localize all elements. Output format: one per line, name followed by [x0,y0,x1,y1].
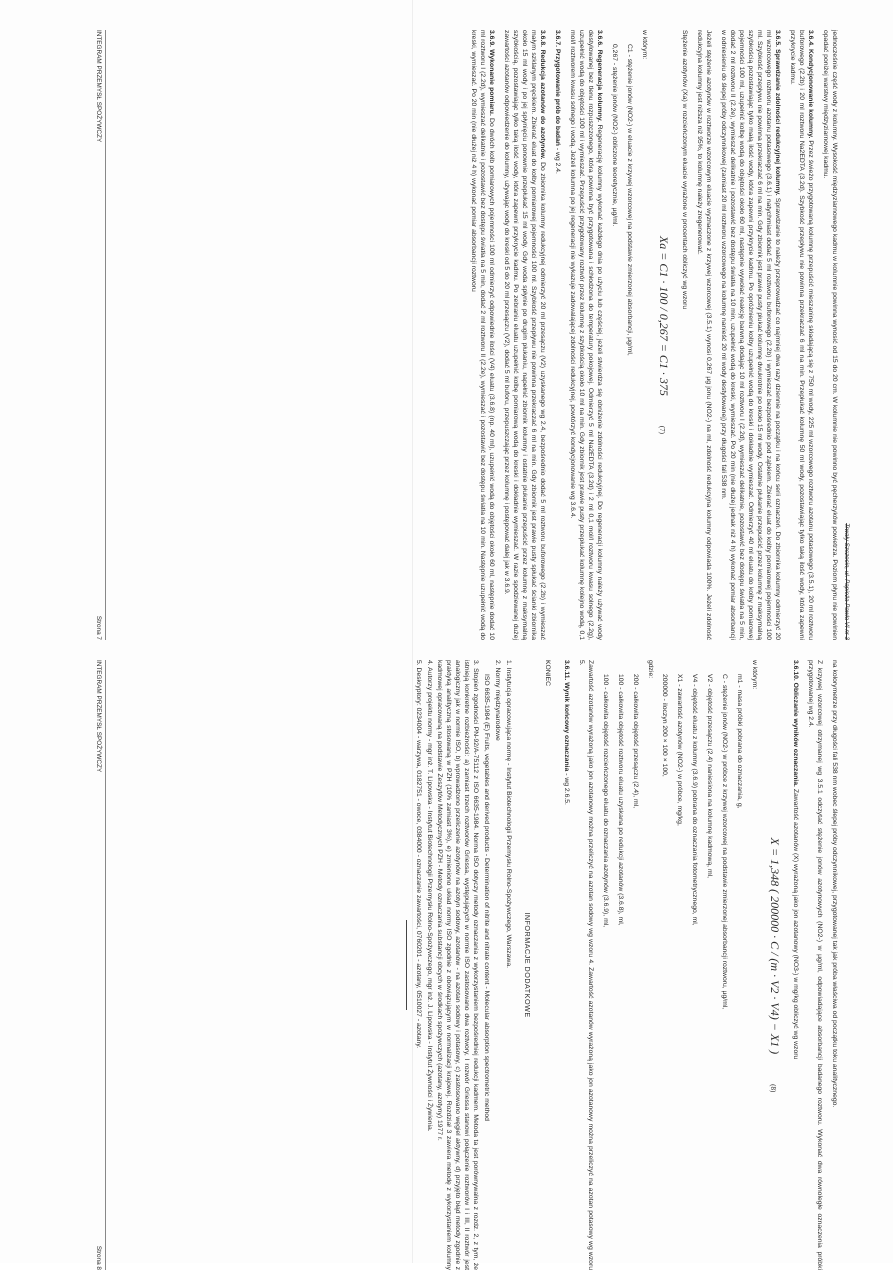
section-text: Sprawdzanie to należy przeprowadzać co najmniej dwa razy dziennie na początku i na końcu serii oznaczeń. Do zbiornika kolumny odmierzyć 20 ml wzorcowego roztworu azotanu potasowego (3.6.1) i natychmiast dodać 5 ml roztworu buforowego (2.2b) i wymieszać bezpośrednio pod ząbkiem. Zbierać eluat do kolby pomiarowej pojemności 100 ml. Szybkość przepływu nie powinna przekraczać 6 ml na min. Gdy zbiornik jest prawie pusty płukać kolumnę dwukrotnie po około 15 ml wody. Ostatnie płukanie przepuścić przez kolumnę z maksymalną szybkością pozostawiając tylko małą ilość wody, która zapewni przykrycie kadmu. Po opróżnieniu kolby uzupełnić wodą do kreski i dokładnie wymieszać. Odmierzyć 40 ml eluatu do kolby pomiarowej pojemności 100 ml, uzupełnić kolbę wodą do objętości około 60 ml, następnie wywołać reakcję barwną dodając 10 ml roztworu I (2.2d), wymieszać delikatnie, pozostawić bez dostępu światła na 5 min, dodać 2 ml roztworu II (2.2e), wymieszać delikatnie i pozostawić bez dostępu światła na 10 min, uzupełnić wodą do kreski, wymieszać. Po 20 min (nie dłużej jednak niż 4 h) wykonać pomiar absorbancji w odniesieniu do ślepej próby odczynnikowej (zamiast 20 ml roztworu wzorcowego na kolumnę nanieść 20 ml wody destylowanej) przy długości fali 538 nm. [720,30,782,641]
section-text: Do dwóch kolb pomiarowych pojemności 100 ml odmierzyć odpowiednie ilości (V4) eluatu (3.6.8) (np. 40 ml), uzupełnić wodą do objętości około 60 ml, następnie dodać 10 ml roztworu I (2.2d), wymieszać delikatnie i pozostawić bez dostępu światła na 5 min, dodać 2 ml roztworu II (2.2e), wymieszać i pozostawić bez dostępu światła na 10 min. Następnie uzupełnić wodą do kreski, wymieszać. Po 20 min (nie dłużej niż 4 h) wykonać pomiar absorbancji roztworu [470,30,496,640]
section-heading: 3.6.7. Przygotowanie prób do badań [553,30,561,146]
section-3-6-4 [787,30,814,640]
page-number: Strona 7 [95,615,103,640]
where-item: 0,267 - stężenie jonów (NO2-) obliczone teoretycznie, µg/ml. [610,44,618,227]
divider [406,920,407,1010]
section-heading: 3.6.8. Redukcja azotanów do azotynów. [538,30,546,160]
section-heading: 3.6.5. Sprawdzanie zdolności redukcyjnej kolumny. [774,30,782,196]
where-item: V4 - objętość eluatu z kolumny (3.6.9) pobrana do oznaczania fotometrycznego, ml, [691,674,699,926]
section-3-6-7 [552,30,561,640]
paragraph: Stężenie azotynów (Xa) w rozcieńczonym eluacie wyrażone w procentach obliczyć wg wzoru [681,30,689,310]
where-item: X1 - zawartość azotynów (NO2-) w próbce, mg/kg, [676,674,684,826]
footer-company: INTEGRAM PRZEMYSŁ SPOŻYWCZY [95,30,103,143]
paragraph: Jeżeli stężenie azotynów w roztworze wzorcowym eluacie wyznaczone z krzywej wzorcowej (3.5.1) wynosi 0,267 µg jonu (NO2-) na ml, zdolność redukcyjna kolumny odpowiada 100%. Jeżeli zdolność redukcyjna kolumny jest niższa niż 95%, to kolumnę należy zregenerować. [696,30,713,640]
formula-number: (8) [769,1084,778,1093]
section-text: - wg 2.6.5. [562,773,570,805]
where-item: m1 - masa próbki pobrana do oznaczania, g, [736,674,744,809]
reference-item: 5. Deskryptory: 0234004 - warzywa, 0182751 - owoce, 0384000 - oznaczanie zawartości, 0760201 - azotany, 0510027 - azotany. [414,660,422,1049]
where-item: C1 - stężenie jonów (NO2-) w eluacie z krzywej wzorcowej na podstawie zmierzonej absorbancji, µg/ml, [625,44,633,356]
gdzie-item: 100 - całkowita objętość rozcieńczonego eluatu do oznaczania azotynów (3.6.9), ml, [601,674,609,928]
paragraph: Z krzywej wzorcowej otrzymanej wg 3.5.1 odczytać stężenie jonów azotynowych (NO2-) w µg/ml, odpowiadające absorbancji badanego roztworu. Wykonać dwa równoległe oznaczenia próbki przygotowanej wg 2.4. [807,660,824,1270]
end-marker: KONIEC [543,660,551,687]
page-footer [94,30,106,640]
paragraph: jednocześnie część wody z kolumny. Wysokość międzyziarnowego kadmu w kolumnie powinna wynosić od 15 do 20 cm. W kolumnie nie powinno być pęcherzyków powietrza. Poziom płynu nie powinien opadać poniżej warstwy międzyziarnowej kadmu. [822,30,838,640]
formula-number: (7) [658,425,667,435]
page-number: Strona 8 [95,1245,103,1270]
section-text: Przez świeżo przygotowaną kolumnę przepuścić mieszaninę składającą się z 750 ml wody, 225 ml wzorcowego roztworu azotanu potasowego (3.5.1), 20 ml roztworu buforowego (2.2b) i 20 ml roztworu Na2EDTA (3.2d). Szybkość przepływu nie powinna przekraczać 6 ml na min. Przepłukać kolumnę 50 ml wody, pozostawiając tylko taką ilość wody, która zapewni przykrycie kadmu. [789,30,815,641]
section-3-6-11 [561,660,570,1270]
reference-item: 2. Normy międzynarodowe [494,660,502,741]
section-text: Zawartość azotanów (X) wyrażoną jako jon azotanowy (NO3-) w mg/kg obliczyć wg wzoru [792,788,800,1060]
where-item: 200000 - iloczyn 200 × 100 × 100, [661,674,669,777]
gdzie-item: 200 - całkowita objętość przesączu (2.4), ml, [631,674,639,809]
section-heading: 3.6.6. Regeneracja kolumny. [595,30,603,122]
reference-item: 3. Stopień zgodności PN-92/A-75112 z ISO 6635-1984. Norma ISO dotyczy metody oznaczania z wykorzystaniem bezpośredniej redukcji kadmem. Metoda ta jest porównywalna z rozdz. 2, z tym, że istnieją konkretne rozbieżności: a) zamiast trzech roztworów Griessa, występujących w normie ISO zastosowano dwa roztwory, I rozwór Griessa stanowi połączenie roztworów I i III, II roztwór jest analogiczny jak w normie ISO, b) wprowadzono przeliczenie azotynów na azotyn sodowy, azotanów - na azotan sodowy i potasowy, c) zastosowano węgiel aktywny, d) przyjęto błąd metody zgodnie z praktyką analityczną stosowaną w PZH (10% zamiast 3%), e) zmieniono układ normy ISO zgodnie z obowiązującym w normalizacji krajowej. Rozdział 3 zawiera metodę z wykorzystaniem kolumny kadmowej opracowaną na podstawie Zeszytów Metodycznych PZH - Metody oznaczania substancji obcych w środkach spożywczych (azotany, azotyny) 1977 r. [436,660,480,1270]
page-8 [88,660,848,1270]
section-text: Regenerację kolumny wykonać każdego dnia po użyciu lub częściej, jeżeli stwierdza się obniżenie zdolności redukcyjnej. Do regeneracji kolumny należy używać wody destylowanej bez tlenu rozpuszczonego, która powinna być przygotowana i schłodzona do temperatury pokojowej. Odmierzyć 5 ml Na2EDTA (3.2d) i 2 ml 0,1 mol/l roztworu kwasu solnego (2.2g), uzupełnić wodą do objętości 100 ml i wymieszać. Przepuścić przygotowany roztwór przez kolumnę z szybkością około 10 ml na min. Gdy zbiornik jest prawie pusty przepłukać kolumnę kolejno wodą, 0,1 mol/l roztworem kwasu solnego i wodą. Jeżeli kolumna po jej regeneracji nie wykazuje zadowalającej zdolności redukcyjnej, powtórzyć kondycjonowanie wg 3.6.4. [568,30,603,640]
section-3-6-6 [567,30,603,640]
section-heading: 3.6.11. Wynik końcowy oznaczania [562,660,570,772]
header-stamp: Trwały Szczecin, ul. Papieża Pawła VI nr 3 [843,523,850,640]
formula-text: X = 1,348 ( 200000 · C / (m · V2 · V4) − X1 ) [768,837,783,1055]
section-heading: 3.6.4. Kondycjonowanie kolumny. [807,30,815,139]
formula-text: Xa = C1 · 100 / 0,267 = C1 · 375 [657,235,672,396]
where-item: V2 - objętość przesączu (2.4) naniesiona na kolumnę kadmową, ml, [706,674,714,879]
footer-company: INTEGRAM PRZEMYSŁ SPOŻYWCZY [95,660,103,773]
references [413,660,513,1270]
section-3-6-10 [790,660,799,1270]
reference-item: 1. Instytucja opracowująca normę - Instytut Biotechnologii Przemysłu Rolno-Spożywczego, Warszawa. [505,660,513,969]
reference-item: 4. Autorzy projektu normy - mgr inż. T. Lipowska - Instytut Biotechnologii Przemysłu Rolno-Spożywczego, mgr inż. J. Lipowska - Instytut Żywności i Żywienia. [425,660,433,1132]
paragraph: na kolorymetrze przy długości fali 538 nm wobec ślepej próby odczynnikowej, przygotowanej tak jak próba właściwa od początku toku analitycznego. [831,660,838,1108]
section-3-6-5 [718,30,781,640]
section-3-6-8 [501,30,546,640]
formula-7 [656,30,672,640]
paragraph: Zawartość azotanów wyrażoną jako jon azotanowy można przeliczyć na azotan sodowy wg wzoru 4. Zawartość azotanów wyrażoną jako jon azotanowy można przeliczyć na azotan potasowy wg wzoru 5. [577,660,594,1270]
section-heading: 3.6.9. Wykonanie pomiaru. [488,30,496,116]
where-label: w którym: [640,30,648,60]
page-7 [88,30,848,640]
section-text: - wg 2.4. [553,147,561,174]
where-item: C - stężenie jonów (NO2-) w próbce z krzywej wzorcowej na podstawie zmierzonej absorbancji roztworu, µg/ml, [721,674,729,1010]
page-footer [94,660,106,1270]
gdzie-item: 100 - całkowita objętość roztworu eluatu uzyskana po redukcji azotanów (3.6.8), ml, [616,674,624,926]
where-label: w którym: [751,660,759,690]
section-3-6-9 [468,30,495,640]
formula-8 [766,660,782,1270]
section-text: Do zbiornika kolumny redukcyjnej odmierzyć 20 ml przesączu (V2) uzyskanego wg 2.4, bezpośrednio dodać 5 ml roztworu buforowego (2.2b) i wymieszać małym szklanym pręcikiem. Zbierać eluat do kolby pomiarowej pojemności 100 ml. Szybkość przepływu nie powinna przekraczać 6 ml na min. Gdy zbiornik jest prawie pusty spłukać ścianki zbiornika około 15 ml wody i po jej spłynięciu ponownie przepłukać 15 ml wody. Gdy woda spłynie po drugim płukaniu, napełnić zbiornik kolumny i ostatnie płukanie przepuścić przez kolumnę z maksymalną szybkością, pozostawiając tylko taką ilość wody, która zapewni przykrycie kadmu. Po zebraniu eluatu uzupełnić kolbę pomiarową wodą do kreski i dokładnie wymieszać. W razie spodziewanej dużej zawartości azotanów odpowiedzenie do kolumny, używając wody do kreski od 5 do 20 ml przesączu (V2), dodać 5 ml buforu, przepuszczając przez kolumnę i postępować dalej jak w 3.6.9. [503,30,546,640]
section-heading: 3.6.10. Obliczanie wyników oznaczania. [792,660,800,787]
reference-item: ISO 6635-1984 (E) Fruits, vegetables and derived products - Determination of nitrite and nitrate content - Molecular absorption spectrometric method [483,674,491,1121]
gdzie-label: gdzie: [646,660,654,679]
info-heading: INFORMACJE DODATKOWE [522,912,532,1018]
